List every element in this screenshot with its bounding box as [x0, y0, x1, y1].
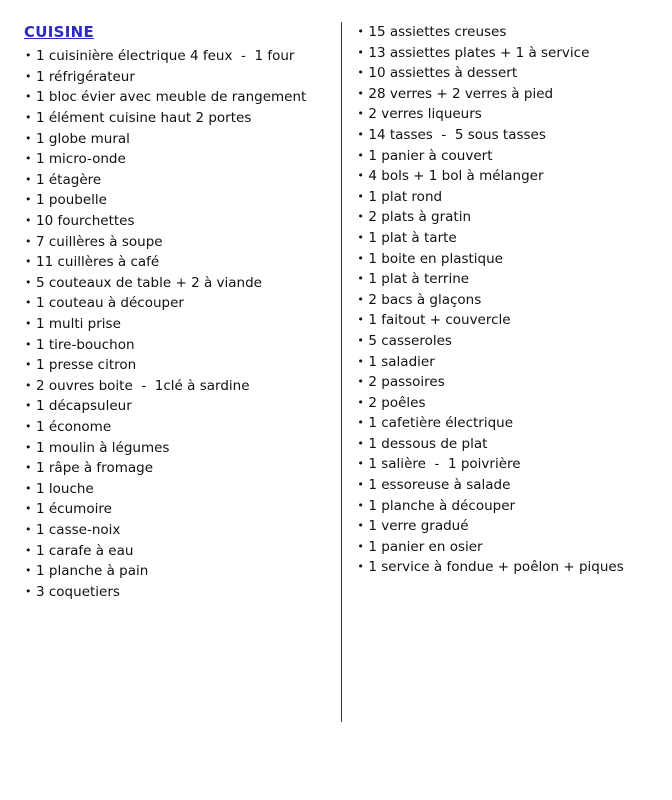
list-item — [356, 63, 648, 84]
list-item — [24, 67, 331, 88]
list-item — [24, 170, 331, 191]
list-item — [24, 355, 331, 376]
list-item — [24, 46, 331, 67]
list-item — [356, 413, 648, 434]
bullet-icon: • — [25, 296, 32, 310]
bullet-icon: • — [25, 193, 32, 207]
list-item — [24, 108, 331, 129]
bullet-icon: • — [357, 498, 364, 512]
list-item — [356, 537, 648, 558]
list-item — [24, 293, 331, 314]
list-item-label: 1 étagère — [36, 171, 102, 188]
bullet-icon: • — [357, 539, 364, 553]
bullet-icon: • — [357, 519, 364, 533]
bullet-icon: • — [357, 66, 364, 80]
bullet-icon: • — [25, 440, 32, 454]
column-divider — [341, 22, 342, 722]
list-item — [356, 104, 648, 125]
list-item-label: 1 multi prise — [36, 315, 121, 332]
list-item-label: 1 tire-bouchon — [36, 336, 135, 353]
list-item — [356, 290, 648, 311]
list-item — [24, 582, 331, 603]
bullet-icon: • — [25, 131, 32, 145]
list-item-label: 2 ouvres boite - 1clé à sardine — [36, 377, 250, 394]
list-item — [356, 228, 648, 249]
bullet-icon: • — [357, 25, 364, 38]
list-item — [24, 417, 331, 438]
bullet-icon: • — [357, 45, 364, 59]
bullet-icon: • — [25, 90, 32, 104]
list-item — [356, 496, 648, 517]
list-item-label: 5 couteaux de table + 2 à viande — [36, 274, 262, 291]
list-item — [24, 458, 331, 479]
bullet-icon: • — [25, 461, 32, 475]
list-item-label: 1 cuisinière électrique 4 feux - 1 four — [36, 48, 295, 65]
bullet-icon: • — [357, 436, 364, 450]
bullet-icon: • — [357, 272, 364, 286]
list-item — [24, 520, 331, 541]
list-item-label: 1 réfrigérateur — [36, 68, 135, 85]
list-item-label: 4 bols + 1 bol à mélanger — [368, 168, 544, 185]
list-item — [356, 22, 648, 43]
list-item — [24, 396, 331, 417]
list-item — [356, 516, 648, 537]
list-item — [24, 561, 331, 582]
list-item-label: 2 verres liqueurs — [368, 106, 482, 123]
list-item-label: 1 panier en osier — [368, 538, 483, 555]
bullet-icon: • — [25, 111, 32, 125]
list-item — [24, 211, 331, 232]
list-item-label: 1 poubelle — [36, 192, 107, 209]
list-item-label: 1 planche à découper — [368, 497, 516, 514]
bullet-icon: • — [357, 251, 364, 265]
list-item — [24, 335, 331, 356]
list-item-label: 1 louche — [36, 480, 94, 497]
list-item — [356, 434, 648, 455]
list-item — [24, 541, 331, 562]
list-item — [356, 393, 648, 414]
list-item-label: 1 décapsuleur — [36, 398, 132, 415]
list-item-label: 2 plats à gratin — [368, 209, 472, 226]
bullet-icon: • — [357, 210, 364, 224]
list-item-label: 1 boite en plastique — [368, 250, 503, 267]
left-column — [24, 22, 341, 602]
list-item-label: 1 élément cuisine haut 2 portes — [36, 110, 252, 127]
list-item-label: 1 saladier — [368, 353, 435, 370]
list-item-label: 14 tasses - 5 sous tasses — [368, 126, 546, 143]
list-item-label: 1 faitout + couvercle — [368, 312, 511, 329]
list-item — [356, 331, 648, 352]
list-item — [356, 84, 648, 105]
page-title: CUISINE — [24, 23, 95, 41]
bullet-icon: • — [25, 49, 32, 63]
list-item-label: 1 casse-noix — [36, 521, 121, 538]
list-item — [24, 190, 331, 211]
bullet-icon: • — [25, 234, 32, 248]
two-column-layout — [24, 22, 648, 722]
list-item-label: 1 micro-onde — [36, 151, 126, 168]
list-item — [356, 125, 648, 146]
list-item — [356, 207, 648, 228]
list-item-label: 1 écumoire — [36, 501, 112, 518]
list-item — [356, 249, 648, 270]
list-item — [24, 314, 331, 335]
list-item — [24, 252, 331, 273]
bullet-icon: • — [25, 419, 32, 433]
list-item-label: 1 économe — [36, 418, 112, 435]
bullet-icon: • — [357, 292, 364, 306]
bullet-icon: • — [25, 316, 32, 330]
bullet-icon: • — [357, 169, 364, 183]
list-item-label: 1 couteau à découper — [36, 295, 184, 312]
list-item-label: 15 assiettes creuses — [368, 24, 507, 40]
list-item-label: 1 bloc évier avec meuble de rangement — [36, 89, 307, 106]
bullet-icon: • — [25, 522, 32, 536]
list-item-label: 1 globe mural — [36, 130, 130, 147]
list-item-label: 1 planche à pain — [36, 563, 149, 580]
bullet-icon: • — [25, 358, 32, 372]
bullet-icon: • — [25, 481, 32, 495]
list-item — [356, 557, 648, 578]
bullet-icon: • — [25, 214, 32, 227]
list-item-label: 1 presse citron — [36, 357, 137, 374]
bullet-icon: • — [25, 543, 32, 557]
bullet-icon: • — [357, 230, 364, 244]
inventory-list-right — [356, 22, 648, 578]
list-item-label: 1 plat rond — [368, 188, 443, 205]
list-item-label: 3 coquetiers — [36, 583, 120, 600]
bullet-icon: • — [25, 399, 32, 413]
bullet-icon: • — [25, 275, 32, 289]
bullet-icon: • — [357, 127, 364, 141]
list-item — [356, 352, 648, 373]
list-item-label: 2 passoires — [368, 374, 445, 391]
bullet-icon: • — [25, 69, 32, 83]
inventory-list-left — [24, 46, 331, 602]
bullet-icon: • — [357, 313, 364, 327]
list-item — [24, 499, 331, 520]
list-item — [356, 166, 648, 187]
list-item — [24, 273, 331, 294]
list-item — [356, 454, 648, 475]
list-item-label: 1 essoreuse à salade — [368, 477, 511, 494]
bullet-icon: • — [25, 255, 32, 269]
list-item — [24, 479, 331, 500]
bullet-icon: • — [357, 333, 364, 347]
list-item — [356, 310, 648, 331]
list-item — [356, 146, 648, 167]
bullet-icon: • — [357, 478, 364, 492]
bullet-icon: • — [357, 107, 364, 121]
bullet-icon: • — [357, 375, 364, 389]
list-item — [24, 87, 331, 108]
bullet-icon: • — [357, 86, 364, 100]
bullet-icon: • — [25, 584, 32, 598]
list-item-label: 5 casseroles — [368, 332, 452, 349]
list-item — [24, 376, 331, 397]
bullet-icon: • — [25, 378, 32, 392]
bullet-icon: • — [357, 148, 364, 162]
list-item-label: 13 assiettes plates + 1 à service — [368, 44, 590, 61]
list-item — [356, 269, 648, 290]
list-item-label: 1 cafetière électrique — [368, 415, 514, 432]
list-item-label: 1 panier à couvert — [368, 147, 493, 164]
bullet-icon: • — [357, 395, 364, 409]
bullet-icon: • — [357, 189, 364, 203]
list-item — [24, 129, 331, 150]
list-item-label: 1 râpe à fromage — [36, 460, 153, 477]
list-item-label: 1 plat à tarte — [368, 229, 457, 246]
list-item — [24, 149, 331, 170]
bullet-icon: • — [25, 172, 32, 186]
bullet-icon: • — [357, 560, 364, 574]
list-item — [356, 372, 648, 393]
list-item-label: 2 bacs à glaçons — [368, 291, 482, 308]
list-item-label: 1 carafe à eau — [36, 542, 134, 559]
bullet-icon: • — [25, 564, 32, 578]
list-item — [356, 475, 648, 496]
bullet-icon: • — [357, 416, 364, 430]
list-item-label: 10 fourchettes — [36, 213, 135, 229]
list-item-label: 10 assiettes à dessert — [368, 65, 518, 82]
bullet-icon: • — [25, 337, 32, 351]
list-item-label: 1 dessous de plat — [368, 435, 488, 452]
bullet-icon: • — [357, 457, 364, 471]
list-item-label: 1 service à fondue + poêlon + piques — [368, 559, 624, 576]
list-item-label: 11 cuillères à café — [36, 254, 160, 271]
list-item-label: 1 moulin à légumes — [36, 439, 170, 456]
bullet-icon: • — [25, 502, 32, 516]
list-item-label: 2 poêles — [368, 394, 426, 411]
right-column — [356, 22, 648, 578]
list-item-label: 7 cuillères à soupe — [36, 233, 163, 250]
bullet-icon: • — [357, 354, 364, 368]
list-item-label: 1 verre gradué — [368, 518, 469, 535]
list-item — [24, 232, 331, 253]
list-item — [356, 187, 648, 208]
list-item-label: 1 plat à terrine — [368, 271, 470, 288]
list-item-label: 1 salière - 1 poivrière — [368, 456, 521, 473]
list-item — [356, 43, 648, 64]
list-item — [24, 438, 331, 459]
list-item-label: 28 verres + 2 verres à pied — [368, 85, 554, 102]
bullet-icon: • — [25, 152, 32, 166]
